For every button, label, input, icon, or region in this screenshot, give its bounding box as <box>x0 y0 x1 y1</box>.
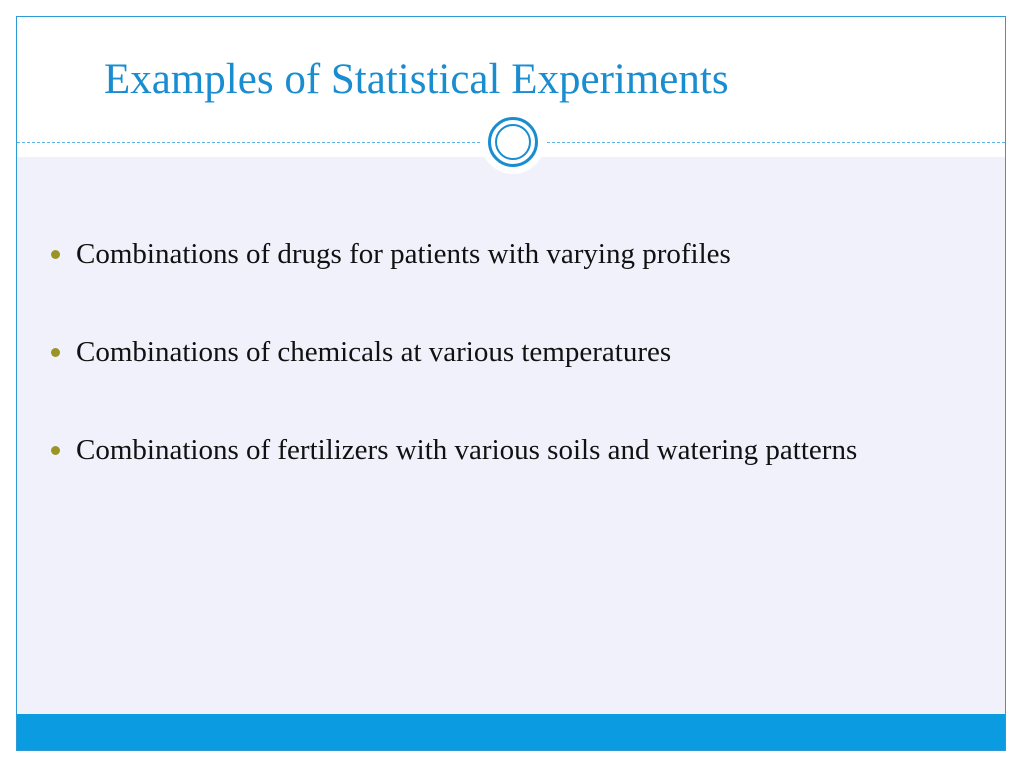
ring-inner <box>495 124 531 160</box>
bullet-dot-icon <box>51 446 60 455</box>
bullet-item <box>51 235 981 273</box>
bullet-text: Combinations of chemicals at various temperatures <box>76 336 672 368</box>
bullet-dot-icon <box>51 348 60 357</box>
ring-outer <box>488 117 538 167</box>
bullet-list <box>51 235 981 529</box>
slide-title: Examples of Statistical Experiments <box>104 56 729 103</box>
bullet-item <box>51 333 981 371</box>
footer-bar <box>17 714 1005 750</box>
circle-ornament-icon <box>481 110 545 174</box>
slide <box>16 16 1006 751</box>
bullet-item <box>51 431 981 469</box>
bullet-text: Combinations of drugs for patients with varying profiles <box>76 238 731 270</box>
bullet-dot-icon <box>51 250 60 259</box>
bullet-text: Combinations of fertilizers with various soils and watering patterns <box>76 434 858 466</box>
